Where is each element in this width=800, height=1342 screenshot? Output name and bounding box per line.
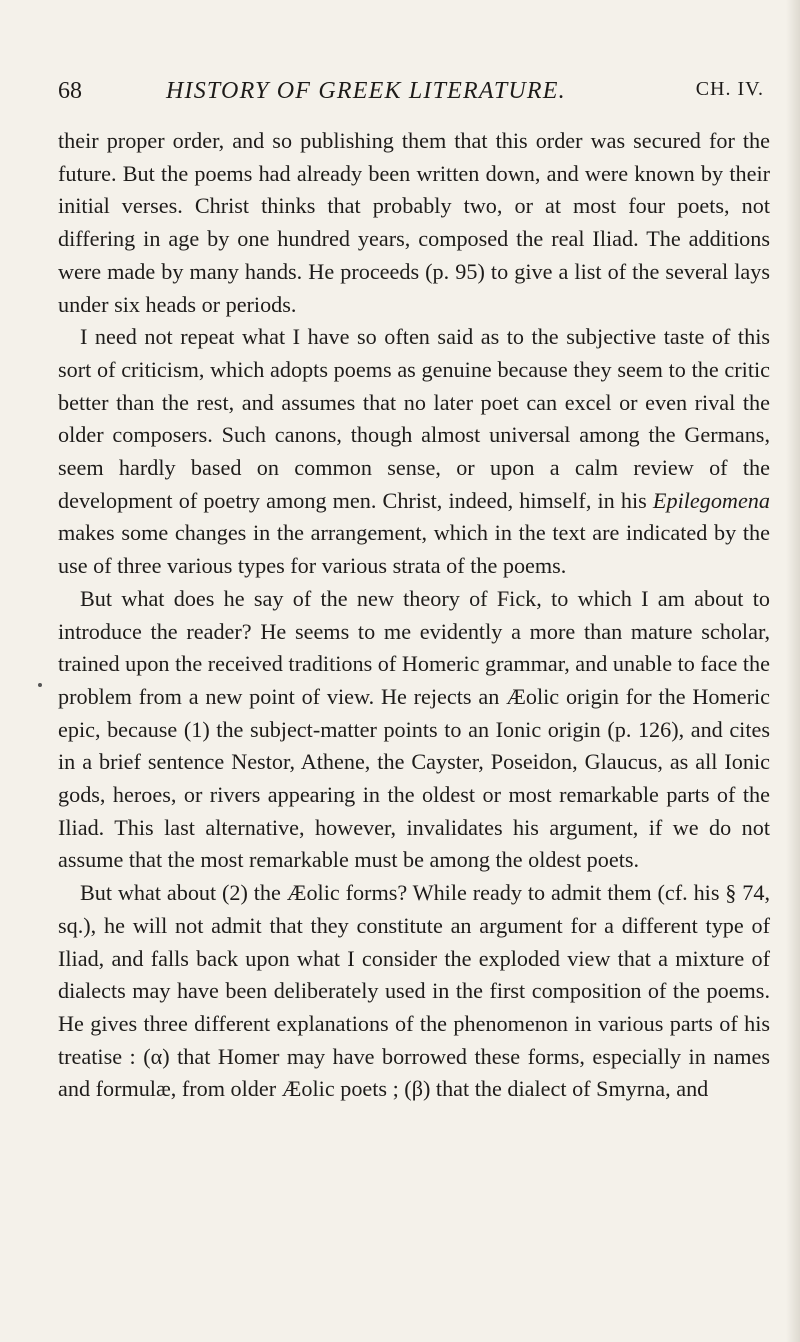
- paragraph: [58, 125, 770, 321]
- running-title: HISTORY OF GREEK LITERATURE.: [166, 78, 566, 104]
- paragraph: [58, 321, 770, 583]
- paragraph: [58, 877, 770, 1106]
- body-text: [58, 125, 770, 1106]
- text-segment: their proper order, and so publishing them that this order was secured for the future. But the poems had already been written down, and were known by their initial verses. Christ thinks that probably two, or at most four poets, not differing in age by one hundred years, composed the real Iliad. The additions were made by many hands. He proceeds (p. 95) to give a list of the several lays under six heads or periods.: [58, 128, 770, 317]
- page-edge-shadow: [786, 0, 800, 1342]
- text-segment: But what about (2) the Æolic forms? While ready to admit them (cf. his § 74, sq.), he will not admit that they constitute an argument for a different type of Iliad, and falls back upon what I consider the exploded view that a mixture of dialects may have been deliberately used in the first composition of the poems. He gives three different explanations of the phenomenon in various parts of his treatise : (α) that Homer may have borrowed these forms, especially in names and formulæ, from older Æolic poets ; (β) that the dialect of Smyrna, and: [58, 880, 770, 1102]
- page-number: 68: [58, 78, 82, 104]
- italic-title: Epilegomena: [652, 487, 770, 513]
- paragraph: [58, 583, 770, 877]
- text-segment: I need not repeat what I have so often said as to the subjective taste of this sort of criticism, which adopts poems as genuine because they seem to the critic better than the rest, and assumes that no later poet can excel or even rival the older composers. Such canons, though almost universal among the Germans, seem hardly based on common sense, or upon a calm review of the development of poetry among men. Christ, indeed, himself, in his: [58, 324, 770, 513]
- text-segment: makes some changes in the arrangement, which in the text are indicated by the use of three various types for various strata of the poems.: [58, 520, 770, 579]
- text-segment: But what does he say of the new theory of Fick, to which I am about to introduce the reader? He seems to me evidently a more than mature scholar, trained upon the received traditions of Homeric grammar, and unable to face the problem from a new point of view. He rejects an Æolic origin for the Homeric epic, because (1) the subject-matter points to an Ionic origin (p. 126), and cites in a brief sentence Nestor, Athene, the Cayster, Poseidon, Glaucus, as all Ionic gods, heroes, or rivers appearing in the oldest or most remarkable parts of the Iliad. This last alternative, however, invalidates his argument, if we do not assume that the most remarkable must be among the oldest poets.: [58, 585, 770, 873]
- page-header: [58, 78, 764, 112]
- margin-mark: [38, 683, 42, 687]
- chapter-label: CH. IV.: [695, 78, 764, 100]
